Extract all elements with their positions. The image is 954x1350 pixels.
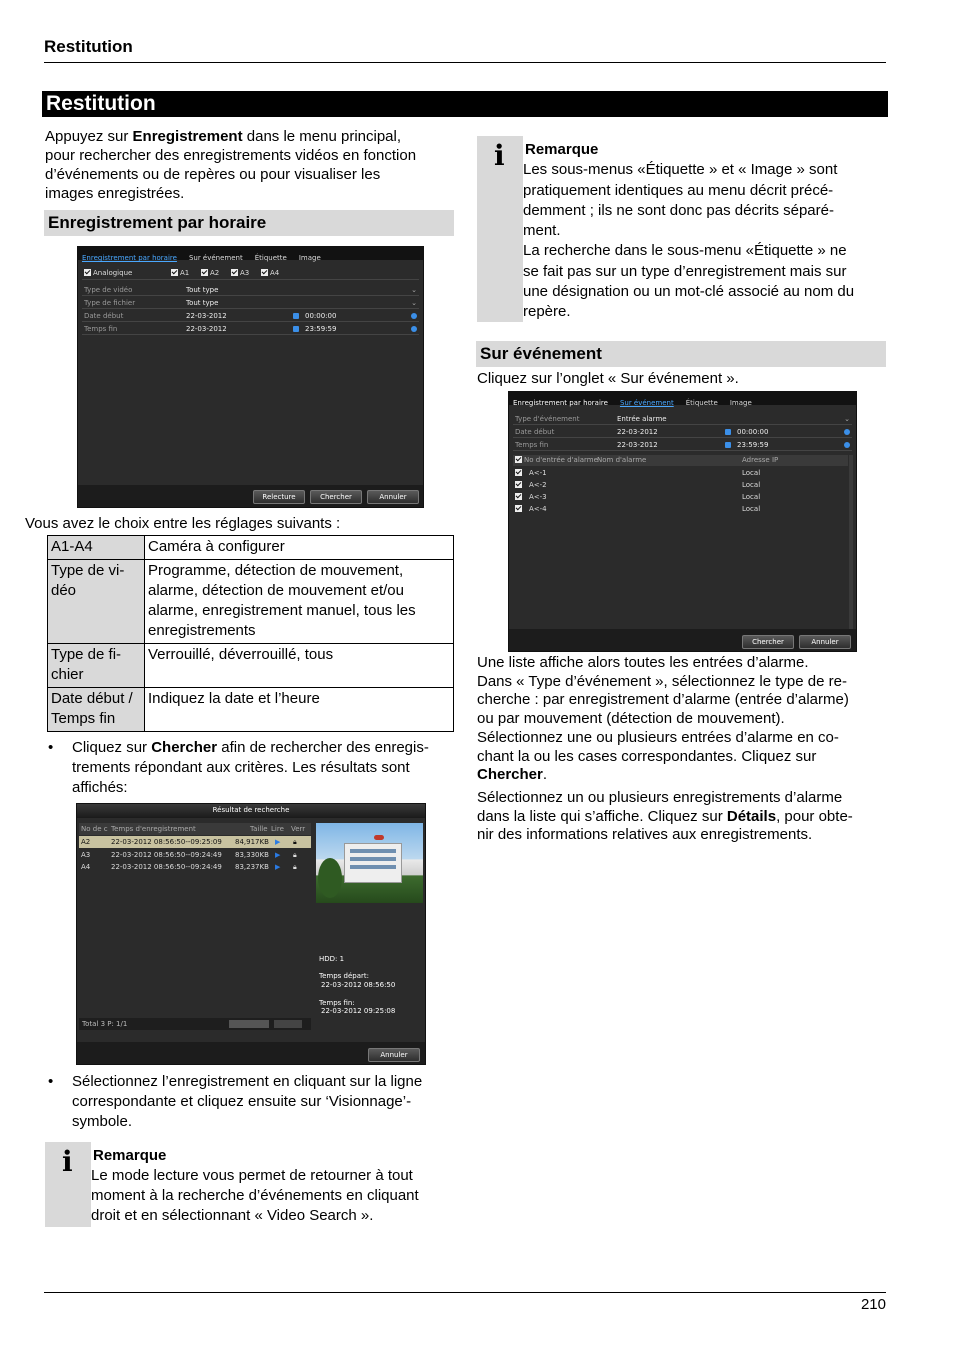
clock-icon xyxy=(844,442,850,448)
info-icon: i xyxy=(494,139,505,172)
bullet-icon: • xyxy=(48,1073,54,1090)
checkbox-icon xyxy=(201,269,208,276)
chevron-down-icon: ⌄ xyxy=(844,415,850,423)
form-row: Type de vidéo Tout type ⌄ xyxy=(84,286,417,294)
tab-schedule: Enregistrement par horaire xyxy=(513,399,608,407)
clock-icon xyxy=(411,313,417,319)
form-row: Type d'événement Entrée alarme ⌄ xyxy=(515,415,850,423)
schedule-search-screenshot xyxy=(77,246,424,508)
table-row: A4 22-03-2012 08:56:50--09:24:49 83,237KB ▶ 🔒︎ xyxy=(81,863,297,871)
table-row: Type de fi- chier Verrouillé, déverrouillé, tous xyxy=(48,644,454,688)
checkbox-icon xyxy=(171,269,178,276)
note-left: Remarque Le mode lecture vous permet de retourner à tout moment à la recherche d’événements en cliquant droit et en sélectionnant « Video Search ». xyxy=(91,1147,419,1224)
play-icon: ▶ xyxy=(275,851,281,859)
note-right: Remarque Les sous-menus «Étiquette » et « Image » sont pratiquement identiques au menu décrit précé- demment ; ils ne sont donc pas décrits séparé- ment. La recherche dans le sous-menu «Étiquette » ne se fait pas sur un type d’enregistrement mais sur une désignation ou un mot-clé associé au nom du repère. xyxy=(523,141,855,321)
checkbox-icon xyxy=(84,269,91,276)
table-row: A1-A4 Caméra à configurer xyxy=(48,536,454,560)
table-row: A3 22-03-2012 08:56:50--09:24:49 83,330KB ▶ 🔒︎ xyxy=(81,851,297,859)
tab-tag: Étiquette xyxy=(685,399,718,407)
choices-intro: Vous avez le choix entre les réglages suivants : xyxy=(25,515,341,532)
tab-image: Image xyxy=(298,254,321,262)
results-title: Résultat de recherche xyxy=(77,804,425,818)
search-button: Chercher xyxy=(310,490,362,504)
chevron-down-icon: ⌄ xyxy=(411,286,417,294)
checkbox-icon xyxy=(515,505,522,512)
preview-thumbnail xyxy=(316,823,423,903)
intro-paragraph: Appuyez sur Enregistrement dans le menu principal, pour rechercher des enregistrements vidéos en fonction d’événements ou de repères ou pour visualiser les images enregistrées. xyxy=(45,128,417,202)
checkbox-icon xyxy=(515,481,522,488)
checkbox-icon xyxy=(515,456,522,463)
channel-row: Analogique A1 A2 A3 A4 xyxy=(82,266,419,280)
details-paragraph: Sélectionnez un ou plusieurs enregistrements d’alarme dans la liste qui s’affiche. Cliquez sur Détails, pour obte- nir des informations relatives aux enregistrements. xyxy=(477,789,853,843)
table-row: A2 22-03-2012 08:56:50--09:25:09 84,917KB ▶ 🔒︎ xyxy=(79,836,311,848)
page-field xyxy=(274,1020,302,1028)
cancel-button: Annuler xyxy=(367,490,419,504)
note-sidebar xyxy=(45,1142,91,1227)
table-row: Date début / Temps fin Indiquez la date et l’heure xyxy=(48,688,454,732)
form-row: Date début 22-03-2012 00:00:00 xyxy=(82,310,419,322)
clock-icon xyxy=(411,326,417,332)
form-row: Date début 22-03-2012 00:00:00 xyxy=(513,426,852,438)
page-number: 210 xyxy=(860,1296,886,1313)
tab-event: Sur événement xyxy=(188,254,243,262)
bullet-select: Sélectionnez l’enregistrement en cliquant sur la ligne correspondante et cliquez ensuite sur ‘Visionnage’- symbole. xyxy=(72,1073,423,1130)
calendar-icon xyxy=(725,442,731,448)
chevron-down-icon: ⌄ xyxy=(411,299,417,307)
checkbox-icon xyxy=(261,269,268,276)
calendar-icon xyxy=(725,429,731,435)
bullet-icon: • xyxy=(48,739,54,756)
header-rule xyxy=(44,62,886,63)
results-header: No de c Temps d'enregistrement Taille Lire Verr xyxy=(79,823,311,835)
section-title: Restitution xyxy=(42,91,888,117)
checkbox-icon xyxy=(515,469,522,476)
checkbox-icon xyxy=(515,493,522,500)
bullet-search: Cliquez sur Chercher afin de rechercher des enregis- trements répondant aux critères. Les résultats sont affichés: xyxy=(72,739,429,796)
scrollbar xyxy=(849,455,853,630)
hdd-label: HDD: 1 xyxy=(319,955,345,963)
form-row: Temps fin 22-03-2012 23:59:59 xyxy=(82,323,419,335)
table-row: Type de vi- déo Programme, détection de mouvement, alarme, détection de mouvement et/ou alarme, enregistrement manuel, tous les enregistrements xyxy=(48,560,454,644)
table-row: A<-4 Local xyxy=(515,503,845,515)
table-row: A<-2 Local xyxy=(515,479,845,491)
start-label: Temps départ: xyxy=(319,972,369,980)
end-label: Temps fin: xyxy=(319,999,355,1007)
start-value: 22-03-2012 08:56:50 xyxy=(321,981,396,989)
lock-icon: 🔒︎ xyxy=(293,863,297,871)
playback-button: Relecture xyxy=(253,490,305,504)
play-icon: ▶ xyxy=(275,863,281,871)
table-row: A<-3 Local xyxy=(515,491,845,503)
tab-schedule: Enregistrement par horaire xyxy=(82,254,177,262)
event-intro: Cliquez sur l’onglet « Sur événement ». xyxy=(477,370,739,387)
tab-event: Sur événement xyxy=(619,399,674,407)
form-row: Temps fin 22-03-2012 23:59:59 xyxy=(513,439,852,451)
cancel-button: Annuler xyxy=(368,1048,420,1062)
tab-image: Image xyxy=(729,399,752,407)
form-row: Type de fichier Tout type ⌄ xyxy=(84,299,417,307)
event-description: Une liste affiche alors toutes les entrées d’alarme. Dans « Type d’événement », sélectionnez le type de re- cherche : par enregistrement d’alarme (entrée d’alarme) ou par mouvement (détection de mouvement). Sélectionnez une ou plusieurs entrées d’alarme en co- chant la ou les cases correspondantes. Cliquez sur Chercher. xyxy=(477,654,849,784)
alarm-table-header: No d'entrée d'alarme Nom d'alarme Adresse IP xyxy=(513,455,848,466)
tab-tag: Étiquette xyxy=(254,254,287,262)
cancel-button: Annuler xyxy=(799,635,851,649)
event-search-screenshot xyxy=(508,391,857,652)
pager-icon xyxy=(229,1020,269,1028)
lock-icon: 🔒︎ xyxy=(293,851,297,859)
end-value: 22-03-2012 09:25:08 xyxy=(321,1007,396,1015)
note-sidebar xyxy=(477,136,523,322)
search-button: Chercher xyxy=(742,635,794,649)
table-row: A<-1 Local xyxy=(515,467,845,479)
footer-rule xyxy=(44,1292,886,1293)
subsection-title-schedule: Enregistrement par horaire xyxy=(44,210,454,236)
calendar-icon xyxy=(293,326,299,332)
calendar-icon xyxy=(293,313,299,319)
running-header: Restitution xyxy=(44,37,133,56)
settings-table xyxy=(47,535,454,732)
results-footer: Total 3 P: 1/1 xyxy=(79,1018,311,1030)
subsection-title-event: Sur événement xyxy=(476,341,886,367)
lock-icon: 🔒︎ xyxy=(293,838,297,846)
checkbox-icon xyxy=(231,269,238,276)
search-results-screenshot xyxy=(76,803,426,1065)
play-icon: ▶ xyxy=(275,838,281,846)
clock-icon xyxy=(844,429,850,435)
info-icon: i xyxy=(62,1145,73,1178)
